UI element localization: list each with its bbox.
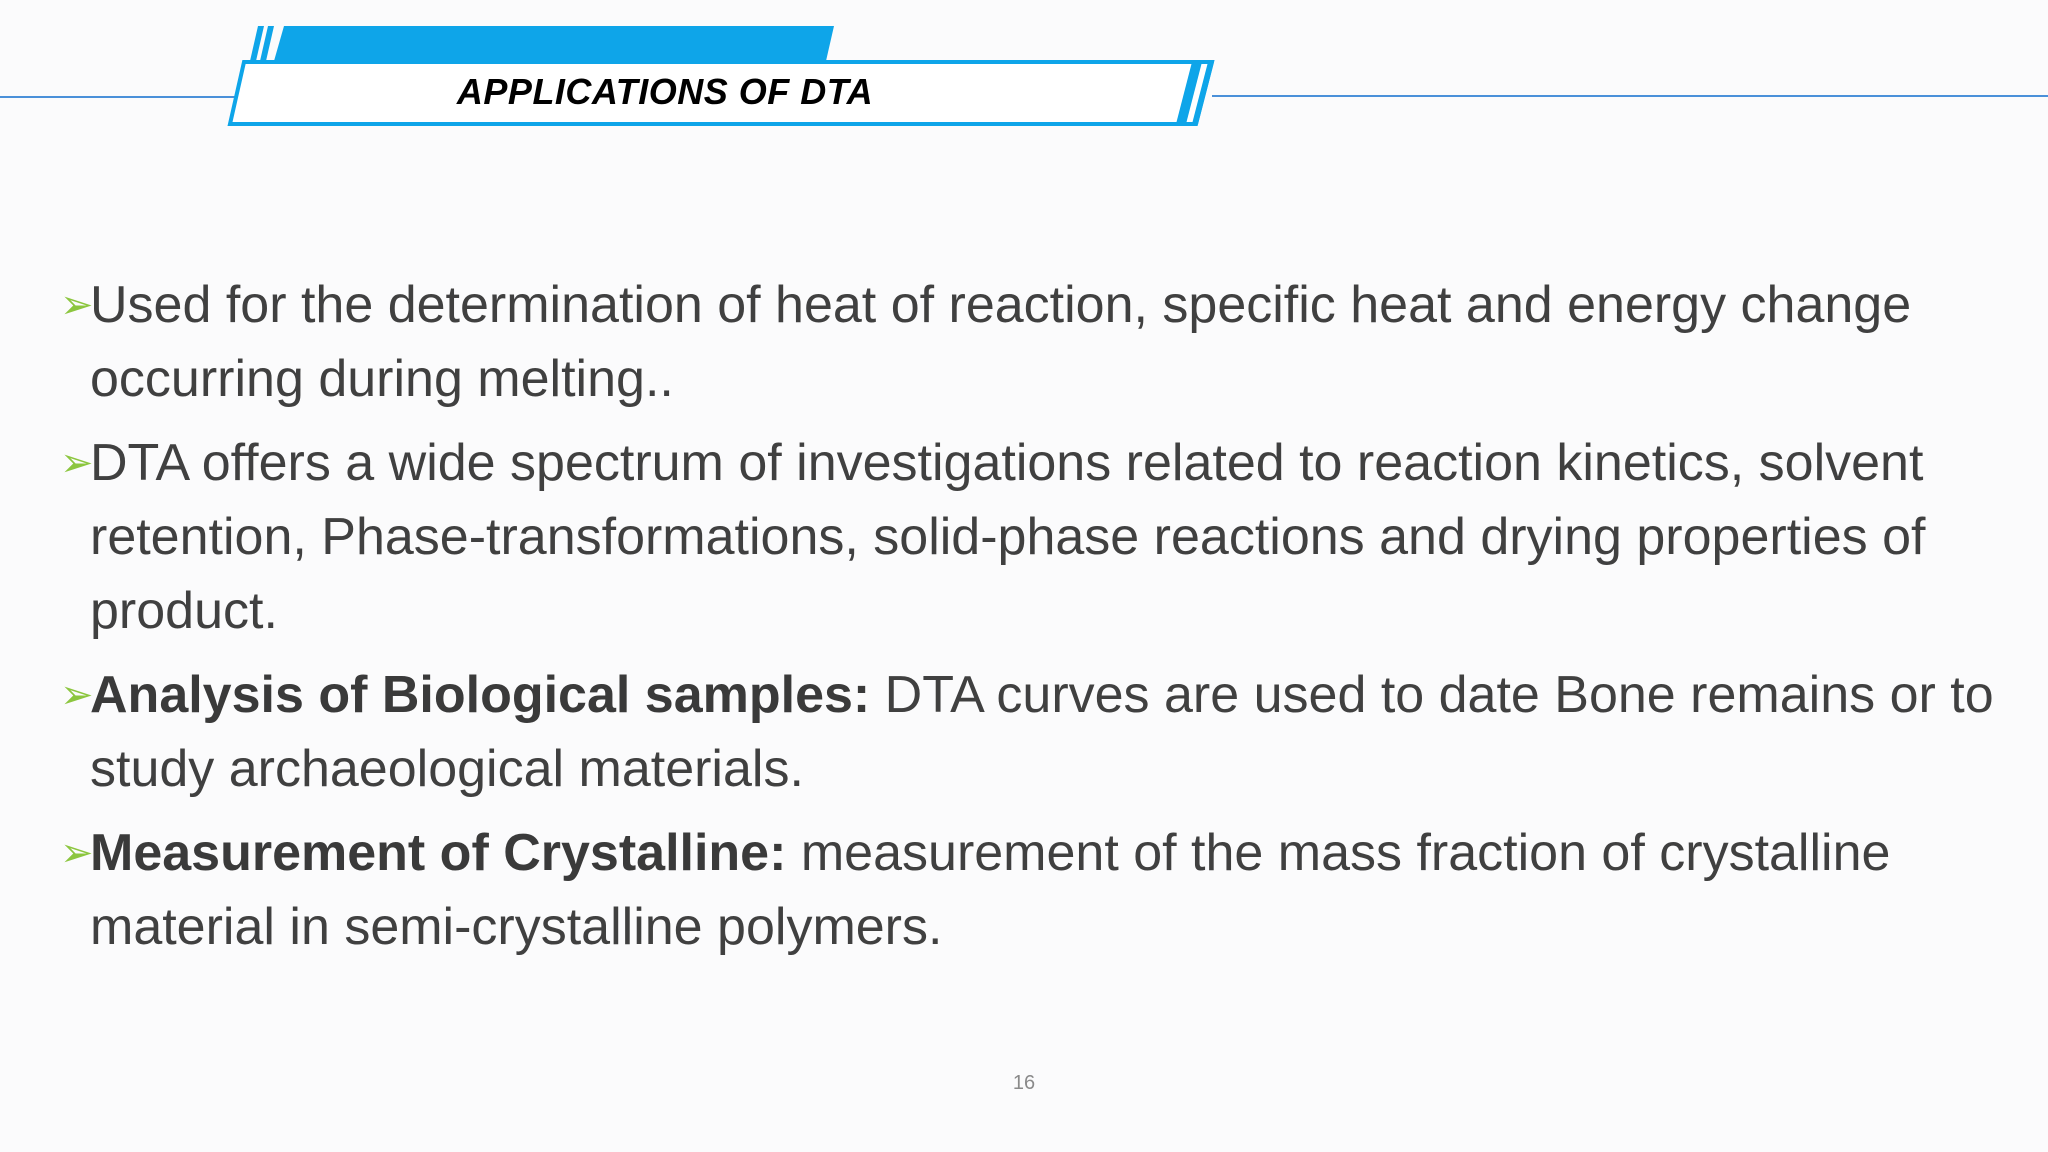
arrowhead-bullet-icon: ➢	[60, 673, 94, 717]
bullet-item	[60, 426, 2010, 648]
banner-tab	[274, 26, 834, 61]
bullet-text	[90, 426, 2010, 648]
slide-title: APPLICATIONS OF DTA	[456, 71, 874, 112]
bullet-list	[60, 268, 2010, 974]
bullet-text	[90, 816, 2010, 964]
bullet-body: DTA curves are used to date Bone remains or to study archaeological materials.	[90, 666, 1994, 798]
arrowhead-bullet-icon: ➢	[60, 441, 94, 485]
bullet-item	[60, 816, 2010, 964]
title-banner	[0, 0, 2048, 140]
bullet-bold-label: Analysis of Biological samples:	[90, 666, 871, 724]
bullet-body: Used for the determination of heat of reaction, specific heat and energy change occurring during melting..	[90, 276, 1912, 408]
bullet-bold-label: Measurement of Crystalline:	[90, 824, 787, 882]
bullet-text	[90, 658, 2010, 806]
page-number: 16	[1012, 1072, 1036, 1094]
bullet-text	[90, 268, 2010, 416]
bullet-body: DTA offers a wide spectrum of investigations related to reaction kinetics, solvent retention, Phase-transformations, solid-phase reactions and drying properties of product.	[90, 434, 1926, 640]
bullet-body: measurement of the mass fraction of crystalline material in semi-crystalline polymers.	[90, 824, 1891, 956]
arrowhead-bullet-icon: ➢	[60, 283, 94, 327]
arrowhead-bullet-icon: ➢	[60, 831, 94, 875]
bullet-item	[60, 658, 2010, 806]
bullet-item	[60, 268, 2010, 416]
